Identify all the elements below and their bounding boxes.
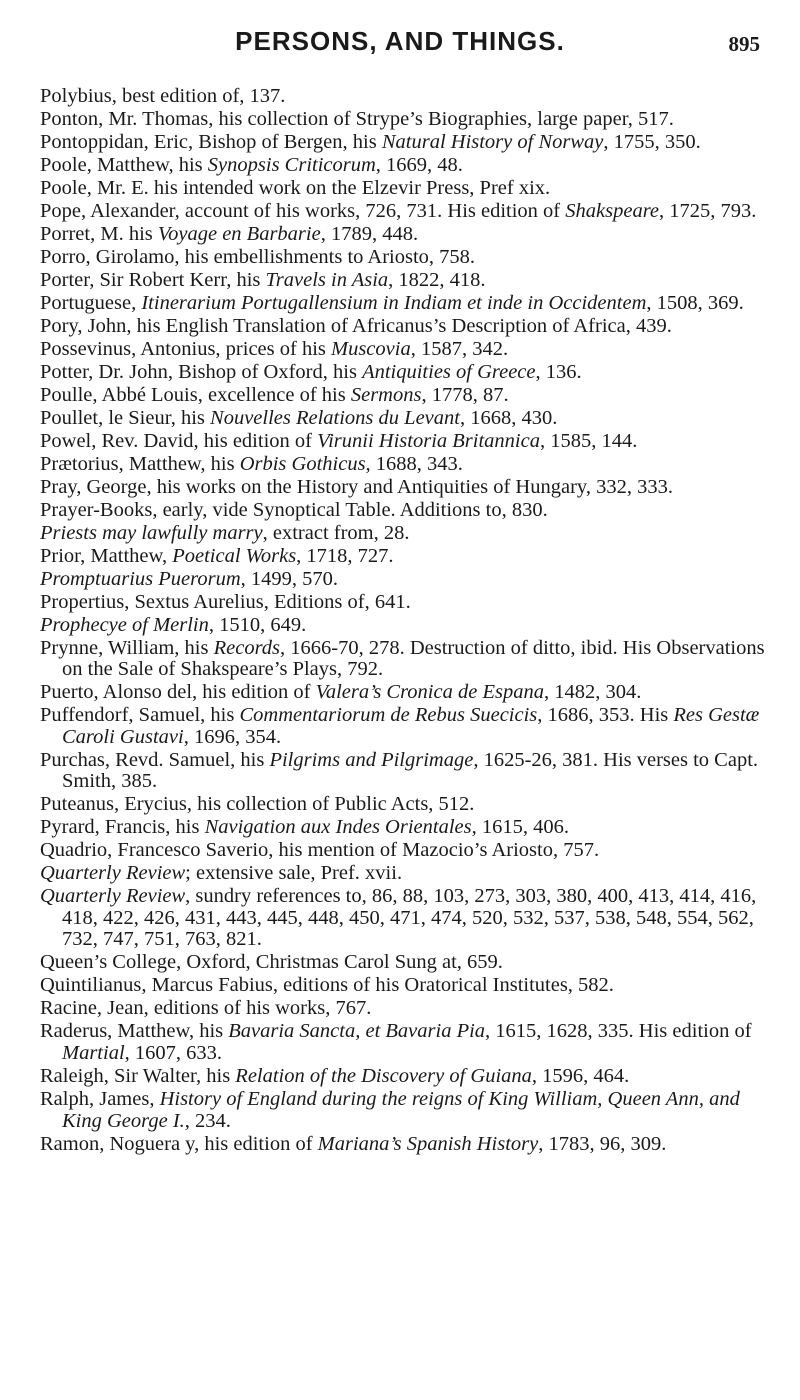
entry-text: Porret, M. his (40, 222, 158, 245)
entry-text: Powel, Rev. David, his edition of (40, 429, 318, 452)
entry-text: Racine, Jean, editions of his works, 767. (40, 997, 372, 1020)
index-entry (40, 224, 775, 246)
entry-text: Prior, Matthew, (40, 544, 173, 567)
entry-text: Porter, Sir Robert Kerr, his (40, 268, 266, 291)
entry-text: , 1718, 727. (296, 544, 394, 567)
entry-text: Ramon, Noguera y, his edition of (40, 1132, 318, 1155)
entry-text: Porro, Girolamo, his embellishments to Ariosto, 758. (40, 245, 476, 268)
index-entry (40, 1066, 775, 1088)
entry-title-italic: Records (213, 636, 281, 659)
entry-text: Puffendorf, Samuel, his (40, 704, 240, 727)
index-entry (40, 682, 775, 704)
index-entry (40, 454, 775, 476)
entry-text: Quintilianus, Marcus Fabius, editions of his Oratorical Institutes, 582. (40, 974, 614, 997)
index-entry (40, 500, 775, 522)
entry-text: Pory, John, his English Translation of Africanus’s Description of Africa, 439. (40, 314, 672, 337)
entry-title-italic: Orbis Gothicus (239, 452, 366, 475)
index-entry (40, 592, 775, 614)
entry-text: Pope, Alexander, account of his works, 726, 731. His edition of (40, 199, 566, 222)
entry-title-italic: Martial (62, 1042, 125, 1064)
entry-text: , 1725, 793. (659, 199, 757, 222)
entry-text: , 1482, 304. (543, 681, 642, 704)
entry-text: Poullet, le Sieur, his (40, 406, 211, 429)
entry-text: , 1688, 343. (365, 452, 463, 475)
entry-text: , 1615, 406. (471, 816, 569, 839)
entry-title-italic: History of England during the reigns of King William, Queen Ann, and King George I. (62, 1087, 740, 1132)
entry-title-italic: Mariana’s Spanish History (317, 1132, 539, 1155)
entry-title-italic: Muscovia (331, 337, 411, 360)
entry-title-italic: Nouvelles Relations du Levant (210, 406, 460, 429)
index-entry (40, 840, 775, 862)
entry-text: Queen’s College, Oxford, Christmas Carol Sung at, 659. (40, 951, 503, 974)
entry-text: Propertius, Sextus Aurelius, Editions of, 641. (40, 590, 411, 613)
entry-text: , 1686, 353. His (537, 704, 674, 727)
index-entry (40, 431, 775, 453)
index-entry (40, 1021, 775, 1064)
index-entry (40, 339, 775, 361)
entry-title-italic: Pilgrims and Pilgrimage (269, 748, 474, 771)
index-entry (40, 385, 775, 407)
index-entry (40, 362, 775, 384)
entry-text: Quadrio, Francesco Saverio, his mention of Mazocio’s Ariosto, 757. (40, 839, 600, 862)
entry-text: Purchas, Revd. Samuel, his (40, 748, 270, 771)
index-entry (40, 638, 775, 681)
index-entry (40, 1089, 775, 1132)
entry-title-italic: Antiquities of Greece (362, 360, 536, 383)
index-entry (40, 952, 775, 974)
index-entry (40, 270, 775, 292)
entry-text: , 1755, 350. (603, 130, 701, 153)
entry-title-italic: Travels in Asia (265, 268, 389, 291)
entry-text: Ralph, James, (40, 1087, 160, 1110)
entry-text: , 1822, 418. (388, 268, 486, 291)
index-entry (40, 569, 775, 591)
entry-text: , 1668, 430. (459, 406, 558, 429)
entry-text: Pontoppidan, Eric, Bishop of Bergen, his (40, 130, 382, 153)
entry-text: , 234. (184, 1109, 231, 1132)
entry-text: Prætorius, Matthew, his (40, 452, 240, 475)
entry-text: Poulle, Abbé Louis, excellence of his (40, 383, 351, 406)
entry-text: , 1596, 464. (531, 1064, 630, 1087)
entry-text: , extract from, 28. (262, 521, 410, 544)
entry-text: Puteanus, Erycius, his collection of Public Acts, 512. (40, 793, 475, 816)
index-entry (40, 998, 775, 1020)
entry-title-italic: Valera’s Cronica de Espana (315, 681, 544, 704)
index-entry (40, 247, 775, 269)
entry-text: , 1499, 570. (240, 567, 339, 590)
entry-text: ; extensive sale, Pref. xvii. (185, 862, 403, 885)
entry-title-italic: Sermons (350, 383, 422, 406)
entry-text: , 1625-26, 381. His verses to Capt. Smith, 385. (62, 748, 759, 793)
page-number: 895 (728, 32, 760, 56)
page-header (0, 22, 800, 62)
index-entry (40, 886, 775, 951)
entry-text: Puerto, Alonso del, his edition of (40, 681, 316, 704)
entry-text: Pyrard, Francis, his (40, 816, 205, 839)
entry-text: Prayer-Books, early, vide Synoptical Table. Additions to, 830. (40, 498, 548, 521)
index-entry (40, 523, 775, 545)
index-entry (40, 316, 775, 338)
entry-text: , 1585, 144. (539, 429, 638, 452)
index-entry (40, 109, 775, 131)
entry-text: , 1508, 369. (646, 291, 744, 314)
entry-text: , 1607, 633. (124, 1042, 223, 1064)
entry-title-italic: Bavaria Sancta, et Bavaria Pia (228, 1020, 486, 1043)
entry-title-italic: Quarterly Review (40, 885, 186, 908)
index-entry (40, 178, 775, 200)
entry-text: Raleigh, Sir Walter, his (40, 1064, 236, 1087)
entry-text: , 1789, 448. (320, 222, 419, 245)
entry-text: , 1669, 48. (375, 153, 463, 176)
entry-title-italic: Priests may lawfully marry (40, 521, 263, 544)
entry-title-italic: Navigation aux Indes Orientales (204, 816, 472, 839)
entry-text: Pray, George, his works on the History and Antiquities of Hungary, 332, 333. (40, 475, 673, 498)
entry-text: Poole, Mr. E. his intended work on the Elzevir Press, Pref xix. (40, 176, 551, 199)
entry-title-italic: Shakspeare (565, 199, 660, 222)
entry-text: , 1666-70, 278. Destruction of ditto, ibid. His Observations on the Sale of Shakspeare’s Plays, 792. (62, 636, 765, 681)
entry-text: Prynne, William, his (40, 636, 214, 659)
index-entry (40, 863, 775, 885)
entry-title-italic: Relation of the Discovery of Guiana (235, 1064, 532, 1087)
entry-text: Polybius, best edition of, 137. (40, 85, 286, 107)
entry-text: , 1696, 354. (183, 725, 282, 748)
index-entry (40, 546, 775, 568)
index-entry (40, 408, 775, 430)
index-entry (40, 975, 775, 997)
entry-title-italic: Voyage en Barbarie (157, 222, 321, 245)
entry-title-italic: Promptuarius Puerorum (40, 567, 241, 590)
index-entry (40, 817, 775, 839)
index-entry (40, 750, 775, 793)
entry-title-italic: Commentariorum de Rebus Suecicis (239, 704, 538, 727)
entry-title-italic: Poetical Works (172, 544, 297, 567)
entry-title-italic: Itinerarium Portugallensium in Indiam et inde in Occidentem (141, 291, 647, 314)
index-entry (40, 477, 775, 499)
running-title: PERSONS, AND THINGS. (235, 26, 565, 56)
index-entry (40, 132, 775, 154)
entry-title-italic: Quarterly Review (40, 862, 186, 885)
index-entry (40, 1134, 775, 1156)
entry-text: , 136. (535, 360, 582, 383)
entry-text: , 1783, 96, 309. (538, 1132, 667, 1155)
entry-title-italic: Virunii Historia Britannica (317, 429, 540, 452)
index-entry (40, 705, 775, 748)
index-entry (40, 615, 775, 637)
entry-title-italic: Natural History of Norway (381, 130, 604, 153)
index-entry (40, 155, 775, 177)
index-entry (40, 201, 775, 223)
index-entry (40, 794, 775, 816)
entry-text: Ponton, Mr. Thomas, his collection of Strype’s Biographies, large paper, 517. (40, 107, 674, 130)
entry-text: , 1587, 342. (410, 337, 509, 360)
entry-title-italic: Prophecye of Merlin (40, 613, 209, 636)
entry-title-italic: Res Gestæ Caroli Gustavi (62, 704, 760, 748)
entry-text: Raderus, Matthew, his (40, 1020, 229, 1043)
entry-text: Portuguese, (40, 291, 142, 314)
entry-title-italic: Synopsis Criticorum (207, 153, 376, 176)
entry-text: , 1778, 87. (421, 383, 509, 406)
index-entry (40, 293, 775, 315)
entry-text: Possevinus, Antonius, prices of his (40, 337, 331, 360)
entry-text: , 1615, 1628, 335. His edition of (485, 1020, 752, 1043)
entry-text: Poole, Matthew, his (40, 153, 208, 176)
entry-text: , sundry references to, 86, 88, 103, 273, 303, 380, 400, 413, 414, 416, 418, 422, 426, 431, 443, 445, 448, 450, 471, 474, 520, 532, 537, 538, 548, 554, 562, 732, 747, 751, 763, 821. (62, 885, 757, 951)
index-entries (40, 86, 775, 1157)
entry-text: Potter, Dr. John, Bishop of Oxford, his (40, 360, 363, 383)
index-entry (40, 86, 775, 108)
entry-text: , 1510, 649. (208, 613, 307, 636)
